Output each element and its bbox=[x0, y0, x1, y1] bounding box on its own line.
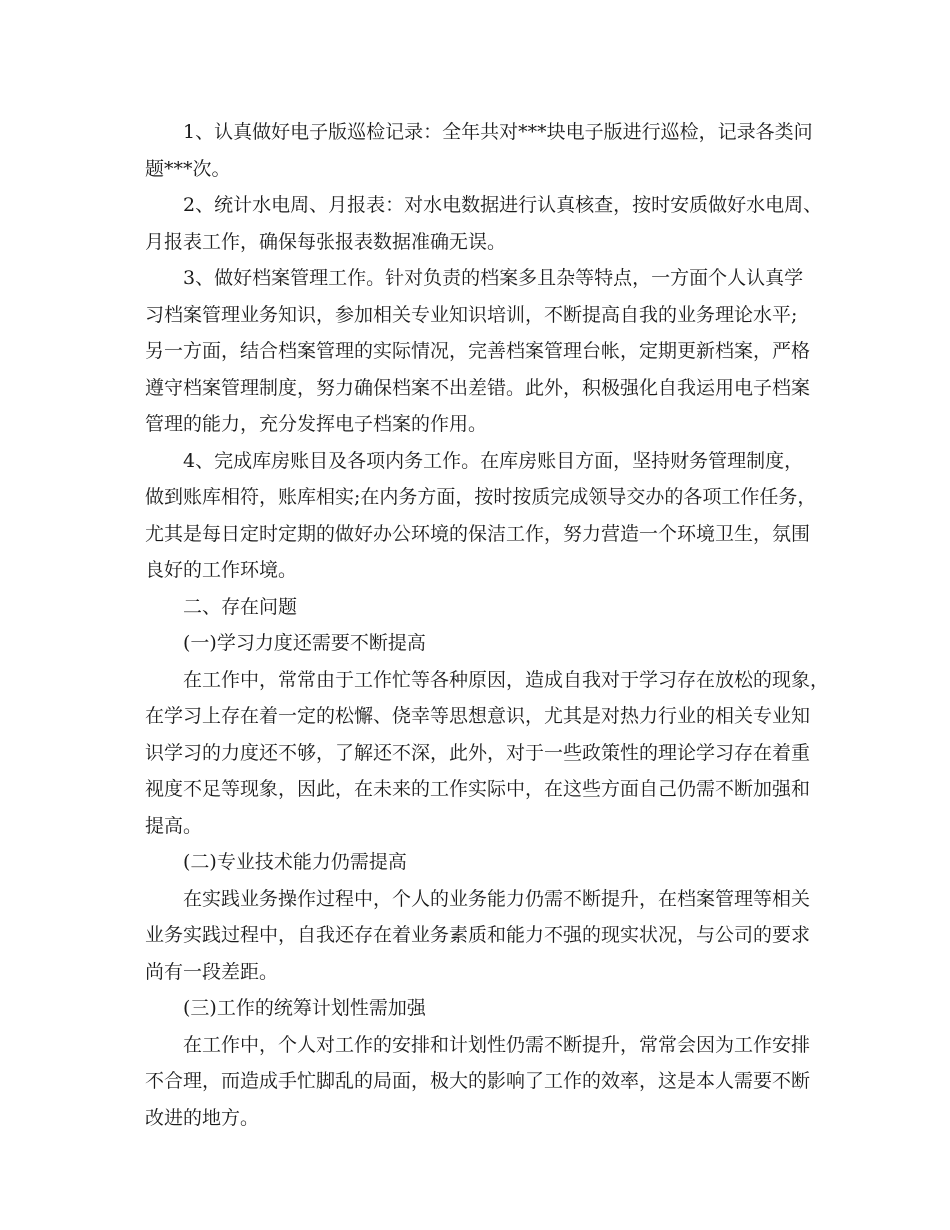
subsection-heading: (一)学习力度还需要不断提高 bbox=[183, 632, 426, 654]
text-line: 1、认真做好电子版巡检记录：全年共对***块电子版进行巡检，记录各类问 bbox=[183, 121, 813, 143]
text-line: 业务实践过程中，自我还存在着业务素质和能力不强的现实状况，与公司的要求 bbox=[145, 924, 811, 946]
text-line: 遵守档案管理制度，努力确保档案不出差错。此外，积极强化自我运用电子档案 bbox=[145, 376, 811, 399]
text-line: 在实践业务操作过程中，个人的业务能力仍需不断提升，在档案管理等相关 bbox=[183, 887, 811, 910]
text-line: 尤其是每日定时定期的做好办公环境的保洁工作，努力营造一个环境卫生，氛围 bbox=[145, 522, 811, 545]
text-line: 4、完成库房账目及各项内务工作。在库房账目方面，坚持财务管理制度， bbox=[183, 449, 804, 472]
document-body bbox=[145, 114, 830, 1136]
subsection-heading: (二)专业技术能力仍需提高 bbox=[183, 851, 407, 873]
text-line: 2、统计水电周、月报表：对水电数据进行认真核查，按时安质做好水电周、 bbox=[183, 194, 823, 216]
text-line: 习档案管理业务知识，参加相关专业知识培训，不断提高自我的业务理论水平; bbox=[145, 303, 798, 326]
text-line: 尚有一段差距。 bbox=[145, 960, 279, 983]
text-line: 改进的地方。 bbox=[145, 1106, 260, 1129]
text-line: 在工作中，常常由于工作忙等各种原因，造成自我对于学习存在放松的现象， bbox=[183, 668, 830, 691]
text-line: 在学习上存在着一定的松懈、侥幸等思想意识，尤其是对热力行业的相关专业知 bbox=[145, 705, 811, 727]
text-line: 提高。 bbox=[145, 814, 203, 837]
text-line: 视度不足等现象，因此，在未来的工作实际中，在这些方面自己仍需不断加强和 bbox=[145, 778, 811, 800]
section-heading: 二、存在问题 bbox=[183, 595, 298, 618]
text-line: 月报表工作，确保每张报表数据准确无误。 bbox=[145, 230, 507, 253]
text-line: 在工作中，个人对工作的安排和计划性仍需不断提升，常常会因为工作安排 bbox=[183, 1033, 811, 1056]
text-line: 另一方面，结合档案管理的实际情况，完善档案管理台帐，定期更新档案，严格 bbox=[145, 340, 811, 362]
text-line: 识学习的力度还不够，了解还不深，此外，对于一些政策性的理论学习存在着重 bbox=[145, 741, 811, 764]
text-line: 良好的工作环境。 bbox=[145, 559, 298, 581]
text-line: 题***次。 bbox=[145, 157, 231, 180]
text-line: 做到账库相符，账库相实;在内务方面，按时按质完成领导交办的各项工作任务， bbox=[145, 486, 817, 508]
text-line: 管理的能力，充分发挥电子档案的作用。 bbox=[145, 413, 488, 435]
subsection-heading: (三)工作的统筹计划性需加强 bbox=[183, 997, 426, 1019]
text-line: 不合理，而造成手忙脚乱的局面，极大的影响了工作的效率，这是本人需要不断 bbox=[145, 1070, 811, 1092]
text-line: 3、做好档案管理工作。针对负责的档案多且杂等特点，一方面个人认真学 bbox=[183, 267, 804, 289]
